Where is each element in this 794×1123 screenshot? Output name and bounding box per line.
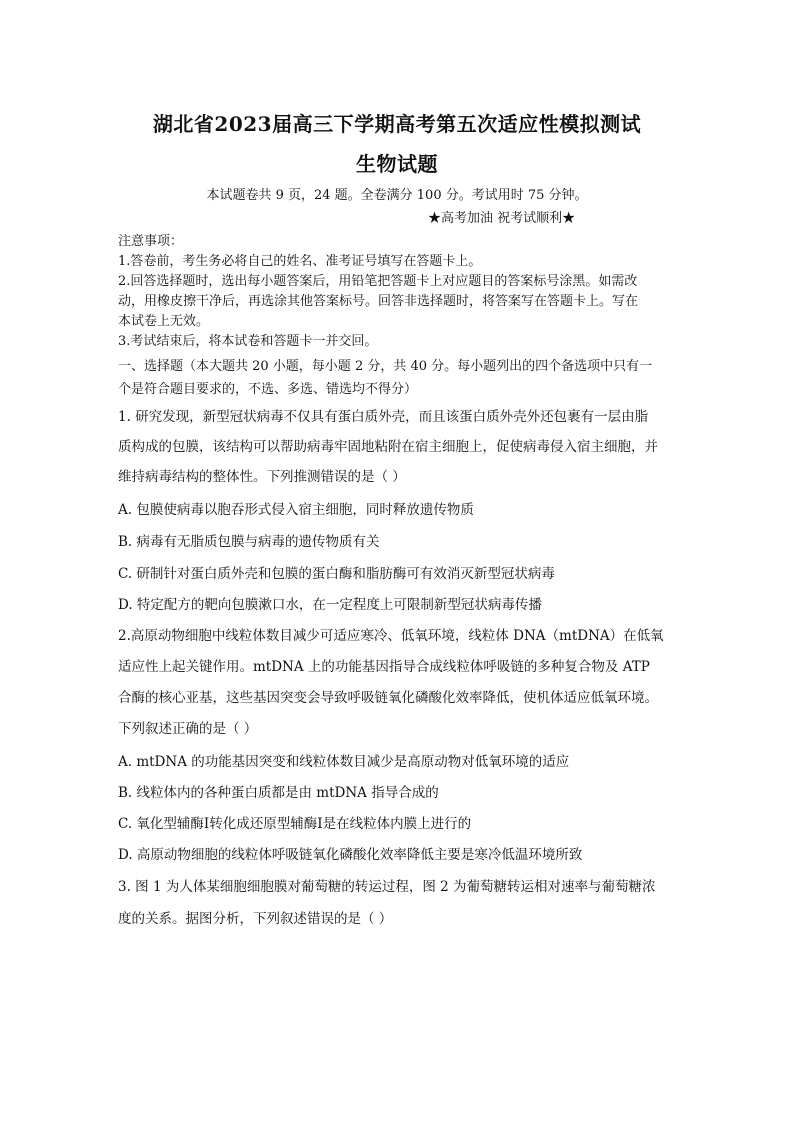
question-3-text: 3. 图 1 为人体某细胞细胞膜对葡萄糖的转运过程，图 2 为葡萄糖转运相对速率与葡萄糖浓 bbox=[118, 879, 656, 895]
subject-title: 生物试题 bbox=[356, 152, 438, 176]
question-1-text: 质构成的包膜，该结构可以帮助病毒牢固地粘附在宿主细胞上，促使病毒侵入宿主细胞，并 bbox=[118, 439, 658, 455]
question-2-option-a: A. mtDNA 的功能基因突变和线粒体数目减少是高原动物对低氧环境的适应 bbox=[118, 754, 570, 770]
exam-title: 湖北省2023届高三下学期高考第五次适应性模拟测试 bbox=[152, 112, 642, 136]
section-heading: 一、选择题（本大题共 20 小题，每小题 2 分，共 40 分。每小题列出的四个备选项中只有一 bbox=[118, 359, 653, 374]
question-2-option-c: C. 氧化型辅酶Ⅰ转化成还原型辅酶Ⅰ是在线粒体内膜上进行的 bbox=[118, 816, 472, 832]
notes-heading: 注意事项： bbox=[118, 234, 184, 249]
question-2-text: 2.高原动物细胞中线粒体数目减少可适应寒冷、低氧环境，线粒体 DNA（mtDNA）在低氧 bbox=[118, 628, 664, 644]
exam-info: 本试题卷共 9 页，24 题。全卷满分 100 分。考试用时 75 分钟。 bbox=[206, 188, 588, 203]
question-2-text: 适应性上起关键作用。mtDNA 上的功能基因指导合成线粒体呼吸链的多种复合物及 ATP bbox=[118, 659, 650, 675]
question-3-text: 度的关系。据图分析，下列叙述错误的是（ ） bbox=[118, 911, 393, 927]
question-2-option-b: B. 线粒体内的各种蛋白质都是由 mtDNA 指导合成的 bbox=[118, 785, 439, 801]
note-line: 本试卷上无效。 bbox=[118, 314, 210, 329]
section-heading: 个是符合题目要求的，不选、多选、错选均不得分） bbox=[118, 382, 418, 397]
question-1-option-b: B. 病毒有无脂质包膜与病毒的遗传物质有关 bbox=[118, 534, 380, 550]
good-luck-line: ★高考加油 祝考试顺利★ bbox=[428, 211, 576, 226]
note-line: 1.答卷前，考生务必将自己的姓名、准考证号填写在答题卡上。 bbox=[118, 254, 482, 269]
question-1-option-d: D. 特定配方的靶向包膜漱口水，在一定程度上可限制新型冠状病毒传播 bbox=[118, 597, 542, 613]
question-2-text: 下列叙述正确的是（ ） bbox=[118, 721, 258, 737]
question-1-text: 维持病毒结构的整体性。下列推测错误的是（ ） bbox=[118, 469, 406, 485]
question-2-option-d: D. 高原动物细胞的线粒体呼吸链氧化磷酸化效率降低主要是寒冷低温环境所致 bbox=[118, 847, 583, 863]
question-2-text: 合酶的核心亚基，这些基因突变会导致呼吸链氧化磷酸化效率降低，使机体适应低氧环境。 bbox=[118, 690, 658, 706]
note-line: 动，用橡皮擦干净后，再选涂其他答案标号。回答非选择题时，将答案写在答题卡上。写在 bbox=[118, 294, 639, 309]
note-line: 2.回答选择题时，选出每小题答案后，用铅笔把答题卡上对应题目的答案标号涂黑。如需改 bbox=[118, 274, 638, 289]
question-1-option-a: A. 包膜使病毒以胞吞形式侵入宿主细胞，同时释放遗传物质 bbox=[118, 502, 474, 518]
question-1-text: 1. 研究发现，新型冠状病毒不仅具有蛋白质外壳，而且该蛋白质外壳外还包裹有一层由脂 bbox=[118, 409, 649, 425]
note-line: 3.考试结束后，将本试卷和答题卡一并交回。 bbox=[118, 334, 378, 349]
question-1-option-c: C. 研制针对蛋白质外壳和包膜的蛋白酶和脂肪酶可有效消灭新型冠状病毒 bbox=[118, 566, 555, 582]
